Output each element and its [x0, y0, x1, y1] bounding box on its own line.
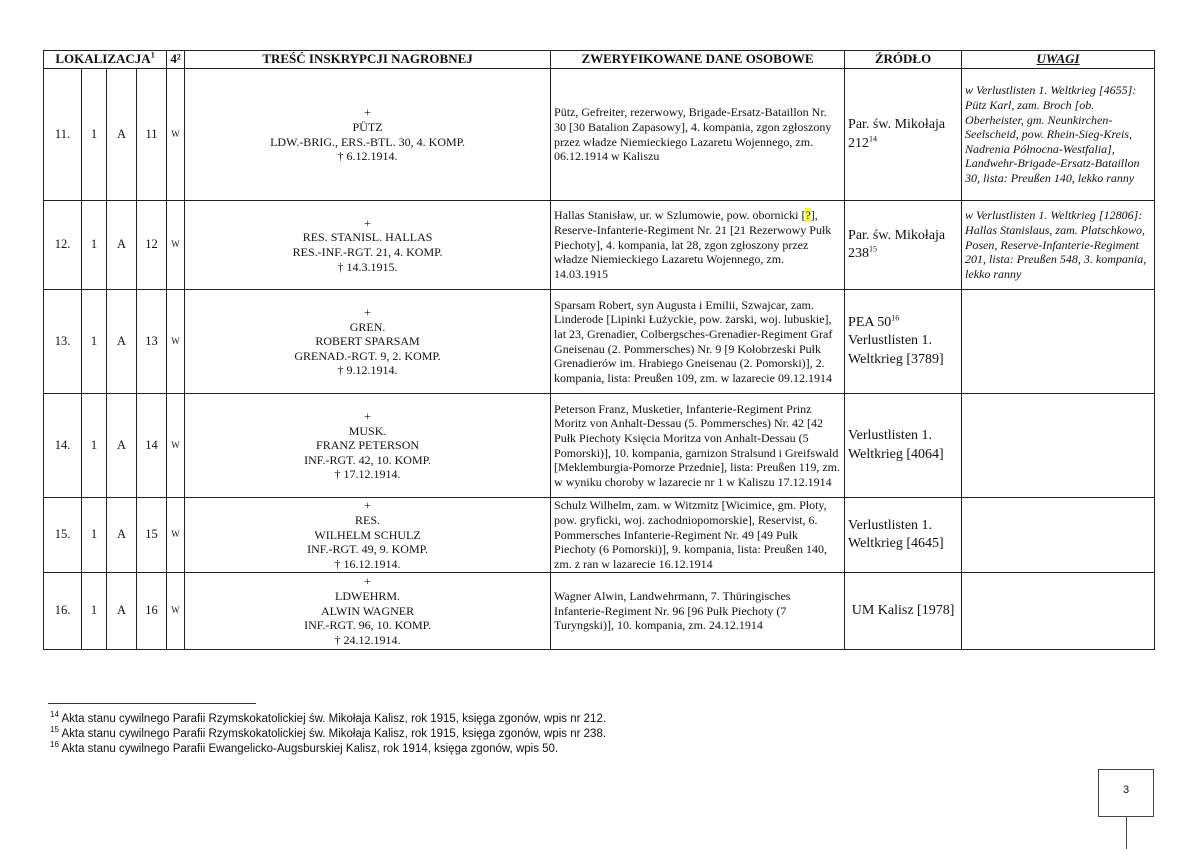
burial-records-table: [43, 50, 1155, 650]
inscription-line: RES. STANISL. HALLAS: [302, 230, 433, 245]
row-number: 16.: [44, 573, 82, 650]
inscription-line: +: [364, 105, 371, 120]
inscription-line: INF.-RGT. 49, 9. KOMP.: [307, 542, 428, 557]
personal-data-cell: Schulz Wilhelm, zam. w Witzmitz [Wicimice, gm. Płoty, pow. gryficki, woj. zachodniopomorskie], Reservist, 6. Pommersches Infanterie-Regiment Nr. 49 [49 Pułk Piechoty (6 Pomorski)], 9. kompania, lista: Preußen 140, zm. z ran w lazarecie 16.12.1914: [551, 498, 845, 573]
grave-type: W: [167, 498, 185, 573]
grave-type: W: [167, 573, 185, 650]
footnote-divider: [48, 703, 256, 704]
inscription-line: PÜTZ: [352, 119, 383, 134]
grave-type: W: [167, 201, 185, 290]
inscription-line: +: [364, 304, 371, 319]
grave-type: W: [167, 290, 185, 394]
remarks-cell: w Verlustlisten 1. Weltkrieg [4655]: Pütz Karl, zam. Broch [ob. Oberheister, gm. Neunkirchen-Seelscheid, pow. Rhein-Sieg-Kreis, Nadrenia Północna-Westfalia], Landwehr-Brigade-Ersatz-Bataillon 30, lista: Preußen 140, lekko ranny: [962, 69, 1155, 201]
inscription-line: +: [364, 215, 371, 230]
loc-grave: 15: [137, 498, 167, 573]
loc-section: A: [107, 498, 137, 573]
header-dane: ZWERYFIKOWANE DANE OSOBOWE: [551, 51, 845, 69]
loc-section: A: [107, 290, 137, 394]
inscription-line: † 17.12.1914.: [334, 467, 401, 482]
inscription-line: † 24.12.1914.: [334, 632, 401, 647]
loc-field: 1: [82, 69, 107, 201]
inscription-line: RES.: [355, 513, 381, 528]
loc-grave: 14: [137, 394, 167, 498]
source-cell: Verlustlisten 1. Weltkrieg [4064]: [845, 394, 962, 498]
inscription-cell: [185, 69, 551, 201]
footnote-ref[interactable]: 15: [869, 244, 878, 254]
header-uwagi: UWAGI: [962, 51, 1155, 69]
personal-data-cell: Peterson Franz, Musketier, Infanterie-Regiment Prinz Moritz von Anhalt-Dessau (5. Pommersches) Nr. 42 [42 Pułk Piechoty Księcia Moritza von Anhalt-Dessau (5 Pomorski)], 10. kompania, garnizon Stralsund i Greifswald [Meklemburgia-Pomorze Przednie], lista: Preußen 119, zm. w wyniku choroby w lazarecie nr 1 w Kaliszu 17.12.1914: [551, 394, 845, 498]
inscription-line: WILHELM SCHULZ: [314, 527, 421, 542]
inscription-line: INF.-RGT. 96, 10. KOMP.: [304, 618, 431, 633]
inscription-line: +: [364, 574, 371, 589]
page-number: 3: [1098, 769, 1154, 817]
loc-grave: 16: [137, 573, 167, 650]
header-lokalizacja: LOKALIZACJA$^1$: [44, 51, 167, 69]
remarks-cell: [962, 290, 1155, 394]
loc-field: 1: [82, 573, 107, 650]
loc-section: A: [107, 201, 137, 290]
personal-data-cell: Pütz, Gefreiter, rezerwowy, Brigade-Ersatz-Bataillon Nr. 30 [30 Batalion Zapasowy], 4. kompania, zgon zgłoszony przez władze Niemieckiego Lazaretu Wojennego, zm. 06.12.1914 w Kaliszu: [551, 69, 845, 201]
personal-data-cell: Hallas Stanisław, ur. w Szlumowie, pow. obornicki [?], Reserve-Infanterie-Regiment Nr. 21 [21 Rezerwowy Pułk Piechoty], 4. kompania, lat 28, zgon zgłoszony przez władze Niemieckiego Lazaretu Wojennego, zm. 14.03.1915: [551, 201, 845, 290]
table-row: [44, 498, 1155, 573]
row-number: 13.: [44, 290, 82, 394]
row-number: 14.: [44, 394, 82, 498]
inscription-cell: [185, 290, 551, 394]
inscription-line: +: [364, 498, 371, 513]
loc-field: 1: [82, 201, 107, 290]
inscription-line: † 9.12.1914.: [337, 363, 398, 378]
row-number: 12.: [44, 201, 82, 290]
inscription-line: † 14.3.1915.: [337, 259, 398, 274]
header-col4: 4²: [167, 51, 185, 69]
inscription-line: † 6.12.1914.: [337, 149, 398, 164]
table-row: [44, 69, 1155, 201]
footnote: $^{16}$ Akta stanu cywilnego Parafii Ewangelicko-Augsburskiej Kalisz, rok 1914, księga zgonów, wpis 50.: [50, 740, 559, 755]
source-cell: Verlustlisten 1. Weltkrieg [4645]: [845, 498, 962, 573]
remarks-cell: [962, 498, 1155, 573]
row-number: 11.: [44, 69, 82, 201]
footnote-ref[interactable]: 16: [891, 313, 900, 323]
inscription-line: INF.-RGT. 42, 10. KOMP.: [304, 452, 431, 467]
personal-data-cell: Sparsam Robert, syn Augusta i Emilii, Szwajcar, zam. Linderode [Lipinki Łużyckie, pow. żarski, woj. lubuskie], lat 23, Grenadier, Colbergsches-Grenadier-Regiment Graf Gneisenau (2. Pommersches) Nr. 9 [9 Kołobrzeski Pułk Grenadierów im. Hrabiego Gneisenau (2. Pomorski)], 2. kompania, lista: Preußen 109, zm. w lazarecie 09.12.1914: [551, 290, 845, 394]
inscription-line: LDW.-BRIG., ERS.-BTL. 30, 4. KOMP.: [270, 134, 465, 149]
table-row: [44, 201, 1155, 290]
highlighted-query: ?: [805, 208, 811, 223]
loc-section: A: [107, 69, 137, 201]
footnote: $^{15}$ Akta stanu cywilnego Parafii Rzymskokatolickiej św. Mikołaja Kalisz, rok 1915, księga zgonów, wpis nr 238.: [50, 725, 607, 740]
page-number-tick: [1126, 817, 1127, 849]
header-row: [44, 51, 1155, 69]
grave-type: W: [167, 394, 185, 498]
loc-grave: 12: [137, 201, 167, 290]
footnote-ref[interactable]: 14: [869, 133, 878, 143]
loc-field: 1: [82, 290, 107, 394]
inscription-line: † 16.12.1914.: [334, 556, 401, 571]
table-row: [44, 573, 1155, 650]
loc-field: 1: [82, 498, 107, 573]
header-zrodlo: ŹRÓDŁO: [845, 51, 962, 69]
inscription-line: LDWEHRM.: [335, 589, 401, 604]
source-cell: Par. św. Mikołaja $212^{14}$: [845, 69, 962, 201]
loc-grave: 11: [137, 69, 167, 201]
table-row: [44, 394, 1155, 498]
loc-section: A: [107, 394, 137, 498]
inscription-line: FRANZ PETERSON: [316, 438, 420, 453]
inscription-line: MUSK.: [348, 423, 387, 438]
grave-type: W: [167, 69, 185, 201]
personal-data-cell: Wagner Alwin, Landwehrmann, 7. Thüringisches Infanterie-Regiment Nr. 96 [96 Pułk Piechoty (7 Turyngski)], 10. kompania, zm. 24.12.1914: [551, 573, 845, 650]
inscription-line: ALWIN WAGNER: [320, 603, 415, 618]
header-tresc: TREŚĆ INSKRYPCJI NAGROBNEJ: [185, 51, 551, 69]
inscription-line: RES.-INF.-RGT. 21, 4. KOMP.: [292, 245, 443, 259]
inscription-line: GREN.: [349, 319, 386, 334]
source-cell: Par. św. Mikołaja $238^{15}$: [845, 201, 962, 290]
loc-field: 1: [82, 394, 107, 498]
remarks-cell: [962, 394, 1155, 498]
source-cell: UM Kalisz [1978]: [845, 573, 962, 650]
row-number: 15.: [44, 498, 82, 573]
inscription-line: +: [364, 408, 371, 423]
footnote: $^{14}$ Akta stanu cywilnego Parafii Rzymskokatolickiej św. Mikołaja Kalisz, rok 1915, księga zgonów, wpis nr 212.: [50, 710, 607, 725]
loc-grave: 13: [137, 290, 167, 394]
source-cell: PEA $50^{16}$ Verlustlisten 1. Weltkrieg [3789]: [845, 290, 962, 394]
inscription-line: ROBERT SPARSAM: [315, 334, 420, 349]
inscription-line: GRENAD.-RGT. 9, 2. KOMP.: [294, 348, 441, 363]
remarks-cell: [962, 573, 1155, 650]
remarks-cell: w Verlustlisten 1. Weltkrieg [12806]: Hallas Stanislaus, zam. Platschkowo, Posen, Reserve-Infanterie-Regiment 201, lista: Preußen 548, 3. kompania, lekko ranny: [962, 201, 1155, 290]
inscription-cell: [185, 498, 551, 573]
footnotes: [50, 712, 950, 757]
inscription-cell: [185, 201, 551, 290]
inscription-cell: [185, 573, 551, 650]
inscription-cell: [185, 394, 551, 498]
table-row: [44, 290, 1155, 394]
loc-section: A: [107, 573, 137, 650]
